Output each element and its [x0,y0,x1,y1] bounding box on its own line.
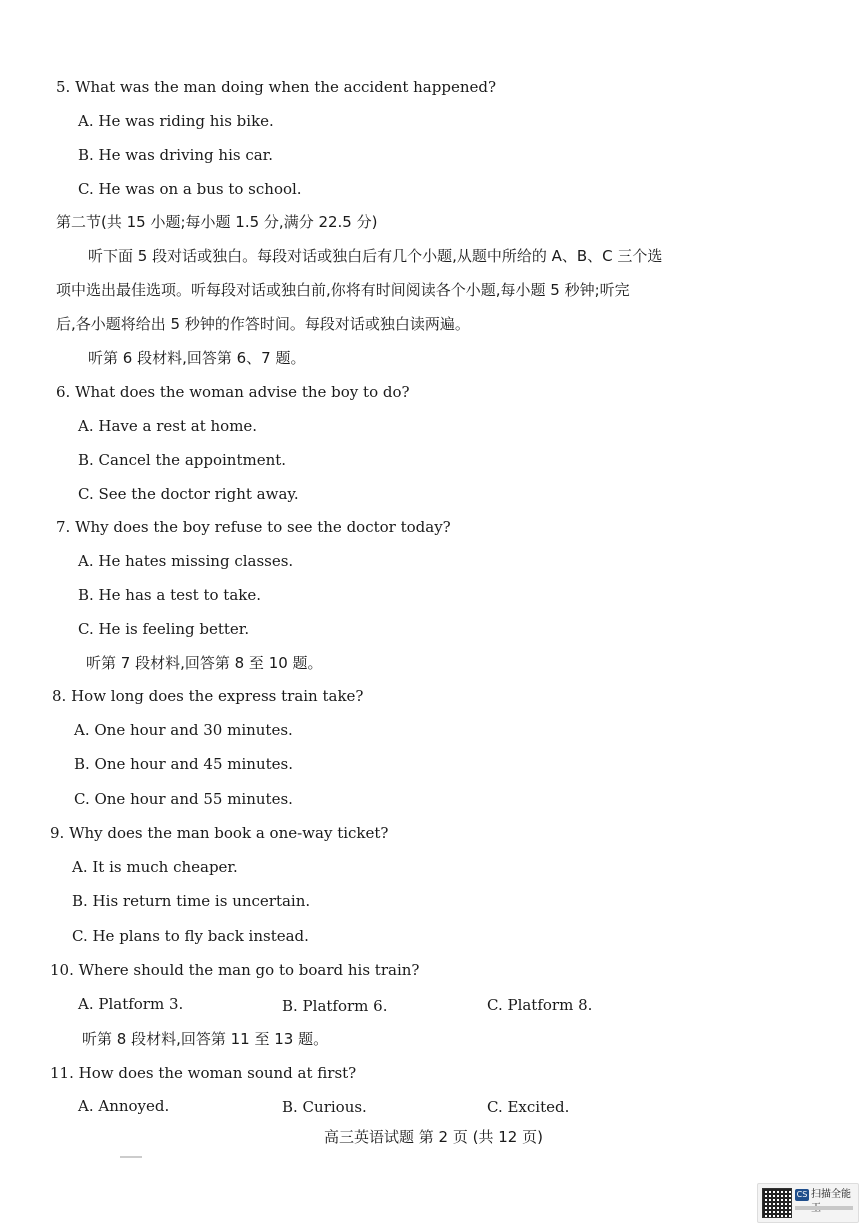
q10-option-b: B. Platform 6. [282,997,388,1015]
q5-option-c: C. He was on a bus to school. [78,180,302,198]
material-7-label: 听第 7 段材料,回答第 8 至 10 题。 [86,654,323,672]
q5-option-a: A. He was riding his bike. [78,112,274,130]
q11-option-c: C. Excited. [487,1098,570,1116]
material-8-label: 听第 8 段材料,回答第 11 至 13 题。 [82,1030,329,1048]
instructions-line-3: 后,各小题将给出 5 秒钟的作答时间。每段对话或独白读两遍。 [56,315,470,333]
instructions-line-1: 听下面 5 段对话或独白。每段对话或独白后有几个小题,从题中所给的 A、B、C 三个选 [88,247,663,265]
question-5: 5. What was the man doing when the accident happened? [56,78,497,96]
q8-option-a: A. One hour and 30 minutes. [74,721,293,739]
scan-mark [120,1156,142,1158]
q6-option-c: C. See the doctor right away. [78,485,299,503]
instructions-line-2: 项中选出最佳选项。听每段对话或独白前,你将有时间阅读各个小题,每小题 5 秒钟;听完 [56,281,630,299]
question-11: 11. How does the woman sound at first? [50,1064,357,1082]
q7-option-c: C. He is feeling better. [78,620,250,638]
q5-option-b: B. He was driving his car. [78,146,273,164]
q10-option-c: C. Platform 8. [487,996,593,1014]
q10-option-a: A. Platform 3. [78,995,184,1013]
q9-option-a: A. It is much cheaper. [72,858,238,876]
q6-option-b: B. Cancel the appointment. [78,451,287,469]
q9-option-c: C. He plans to fly back instead. [72,927,309,945]
scanner-watermark [757,1183,859,1223]
q8-option-c: C. One hour and 55 minutes. [74,790,293,808]
q9-option-b: B. His return time is uncertain. [72,892,311,910]
q11-option-a: A. Annoyed. [78,1097,170,1115]
scanner-logo-icon: CS [796,1190,808,1199]
q6-option-a: A. Have a rest at home. [78,417,258,435]
q7-option-a: A. He hates missing classes. [78,552,294,570]
q7-option-b: B. He has a test to take. [78,586,261,604]
material-6-label: 听第 6 段材料,回答第 6、7 题。 [88,349,306,367]
scanner-subtext [795,1206,853,1210]
question-10: 10. Where should the man go to board his train? [50,961,420,979]
question-9: 9. Why does the man book a one-way ticket? [50,824,389,842]
question-8: 8. How long does the express train take? [52,687,364,705]
section-2-heading: 第二节(共 15 小题;每小题 1.5 分,满分 22.5 分) [56,213,378,231]
q11-option-b: B. Curious. [282,1098,367,1116]
page-footer: 高三英语试题 第 2 页 (共 12 页) [324,1128,543,1146]
question-6: 6. What does the woman advise the boy to do? [56,383,410,401]
q8-option-b: B. One hour and 45 minutes. [74,755,293,773]
qr-code-icon [762,1188,792,1218]
question-7: 7. Why does the boy refuse to see the doctor today? [56,518,451,536]
scanner-label: 扫描全能 [811,1189,851,1200]
